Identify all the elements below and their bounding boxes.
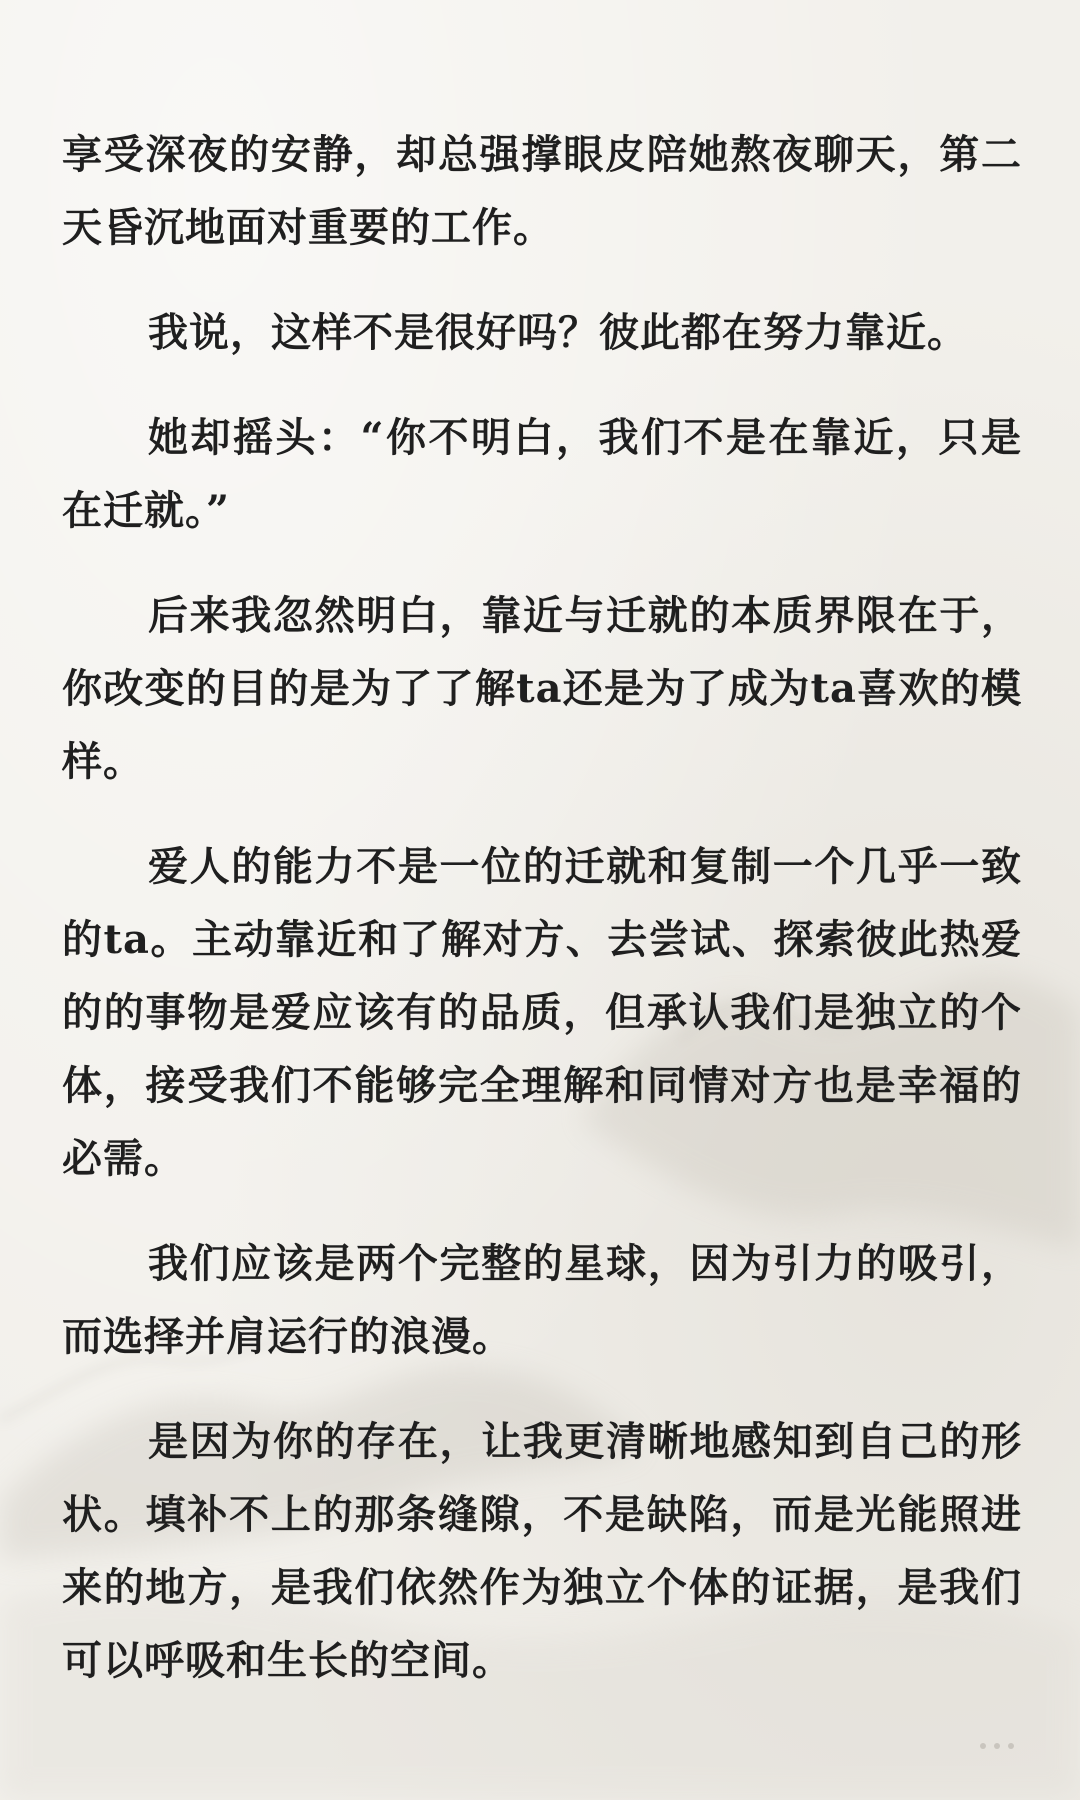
paragraph-7: 是因为你的存在，让我更清晰地感知到自己的形状。填补不上的那条缝隙，不是缺陷，而是光能照进来的地方，是我们依然作为独立个体的证据，是我们可以呼吸和生长的空间。 <box>62 1418 1022 1684</box>
dot-icon <box>994 1743 1000 1749</box>
paragraph-1: 享受深夜的安静，却总强撑眼皮陪她熬夜聊天，第二天昏沉地面对重要的工作。 <box>62 131 1022 251</box>
article-body <box>62 118 1022 1729</box>
paragraph-5: 爱人的能力不是一位的迁就和复制一个几乎一致的ta。主动靠近和了解对方、去尝试、探索彼此热爱的的事物是爱应该有的品质，但承认我们是独立的个体，接受我们不能够完全理解和同情对方也是幸福的必需。 <box>62 843 1022 1182</box>
paragraph-2: 我说，这样不是很好吗？彼此都在努力靠近。 <box>148 309 968 356</box>
paragraph-6: 我们应该是两个完整的星球，因为引力的吸引，而选择并肩运行的浪漫。 <box>62 1240 1022 1360</box>
dot-icon <box>1008 1743 1014 1749</box>
more-dots-icon <box>980 1734 1022 1752</box>
dot-icon <box>980 1743 986 1749</box>
paragraph-4: 后来我忽然明白，靠近与迁就的本质界限在于，你改变的目的是为了了解ta还是为了成为ta喜欢的模样。 <box>62 592 1022 785</box>
paragraph-3: 她却摇头：“你不明白，我们不是在靠近，只是在迁就。” <box>62 414 1022 534</box>
